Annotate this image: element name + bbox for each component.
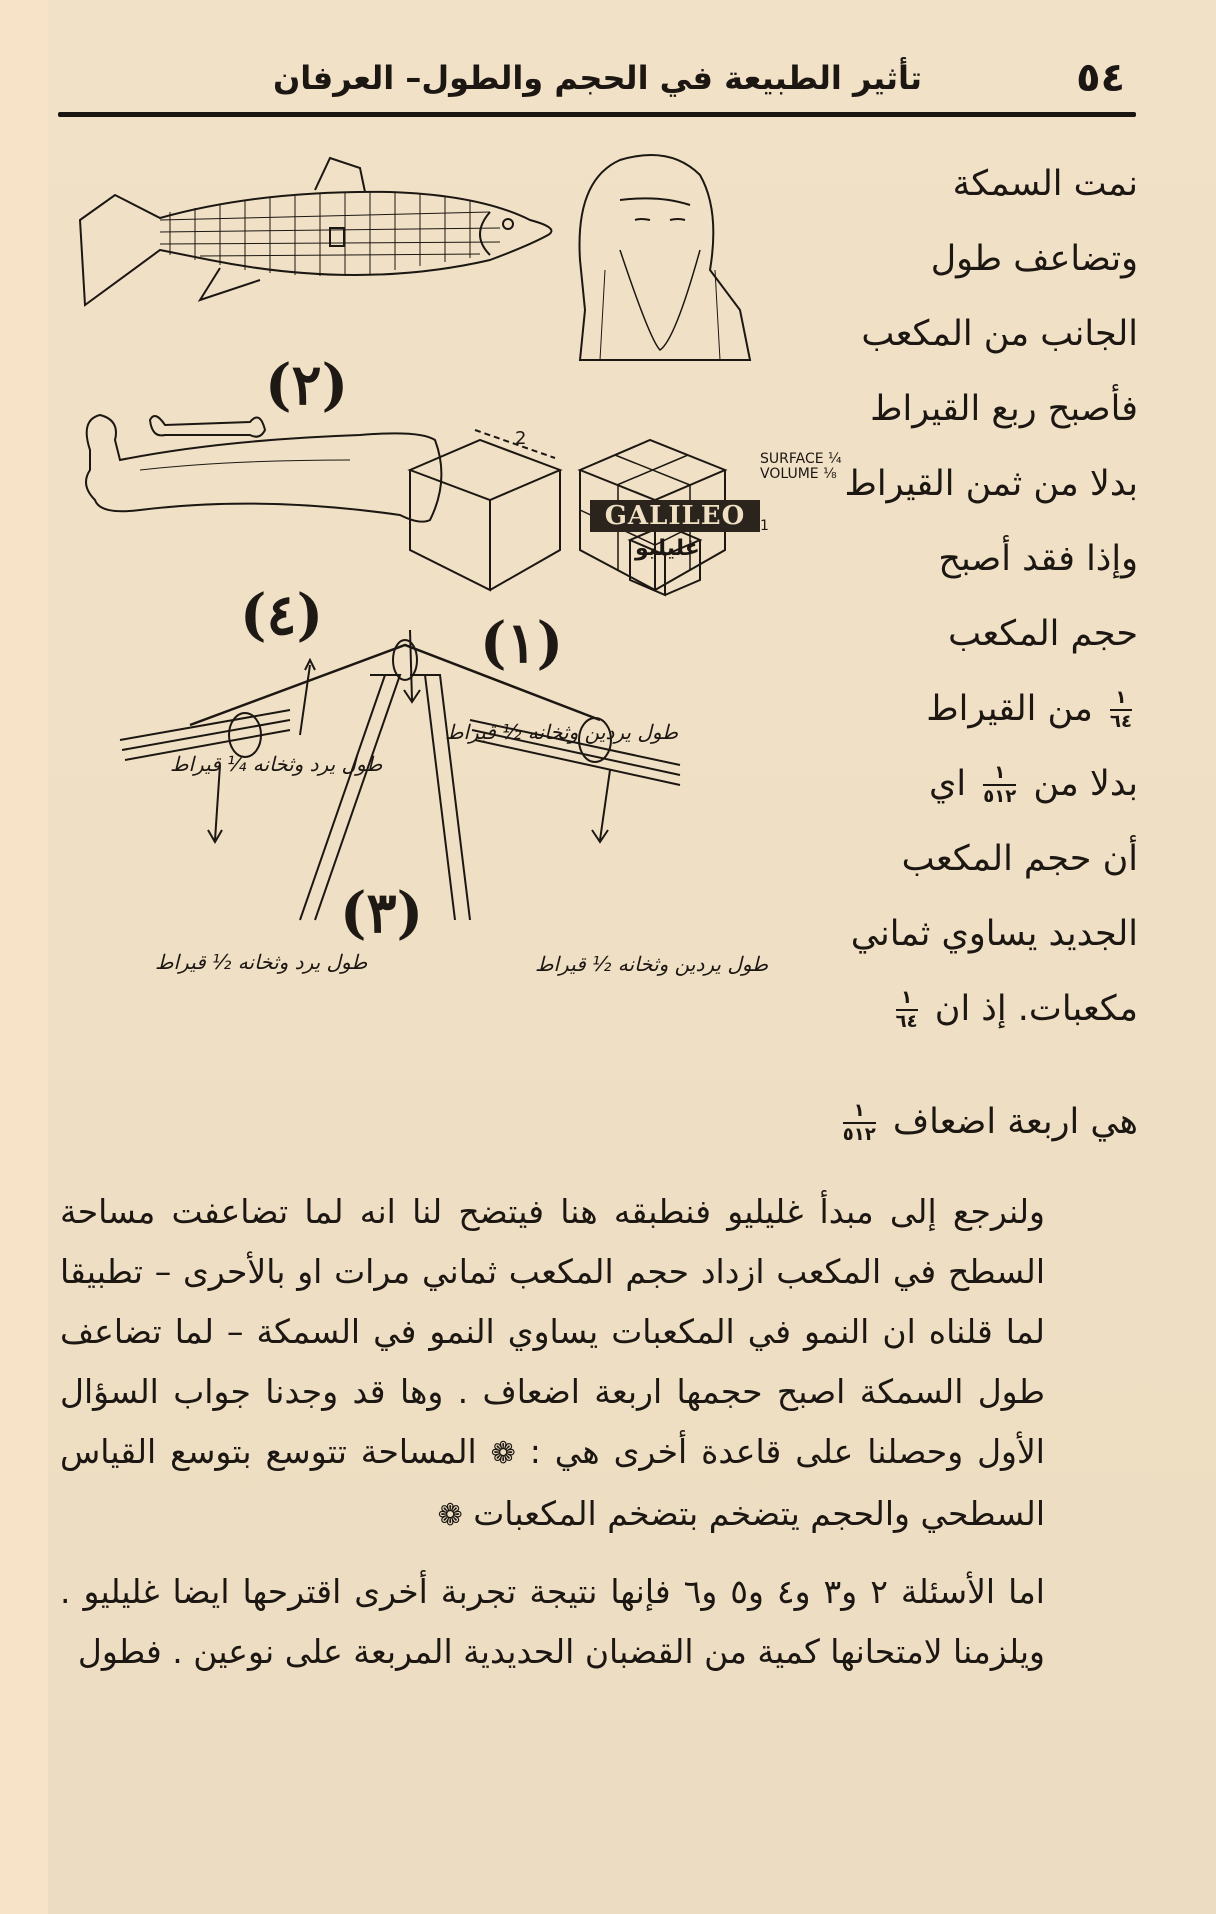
- fraction: $\frac{١}{٥١٢}$: [983, 762, 1017, 807]
- cube-caption-surface: SURFACE ¼: [760, 451, 842, 467]
- side-line: حجم المكعب: [948, 614, 1138, 654]
- figure-label-fish: (٢): [265, 352, 349, 418]
- illustrations: [60, 140, 860, 1040]
- ornament-icon: ❁: [437, 1498, 463, 1533]
- header-rule: [58, 112, 1136, 117]
- cube-dimension-big: 2: [515, 428, 527, 449]
- ornament-icon: ❁: [490, 1436, 516, 1471]
- balance-note-bottom-right: طول يردين وثخانه ½ قيراط: [535, 952, 769, 976]
- fish-grid-icon: [80, 158, 551, 305]
- page-header: [60, 50, 1135, 110]
- body-text: [60, 1182, 1135, 1682]
- cube-dimension-small: 1: [760, 518, 769, 534]
- cube-caption: [760, 452, 842, 482]
- paragraph: ولنرجع إلى مبدأ غليليو فنطبقه هنا فيتضح لنا انه لما تضاعفت مساحة السطح في المكعب ازداد حجم المكعب ثماني مرات او بالأحرى – تطبيقا لما قلناه ان النمو في المكعبات يساوي النمو في السمكة – لما تضاعف طول السمكة اصبح حجمها اربعة اضعاف . وها قد وجدنا جواب السؤال الأول وحصلنا على قاعدة أخرى هي : ❁ المساحة تتوسع بتوسع القياس السطحي والحجم يتضخم بتضخم المكعبات ❁: [60, 1192, 1045, 1533]
- side-line: وتضاعف طول: [930, 239, 1138, 279]
- fraction: $\frac{١}{٦٤}$: [895, 987, 918, 1032]
- fraction: $\frac{١}{٥١٢}$: [842, 1100, 876, 1145]
- side-line: الجديد يساوي ثماني: [850, 914, 1138, 954]
- side-line: الجانب من المكعب: [861, 314, 1138, 354]
- figures-area: [60, 140, 860, 1040]
- side-line: فأصبح ربع القيراط: [870, 389, 1138, 429]
- figure-label-cubes: (١): [480, 610, 564, 676]
- galileo-nameplate: GALILEO: [590, 500, 760, 532]
- galileo-arabic-caption: غليليو: [635, 536, 700, 561]
- cube-caption-volume: VOLUME ⅛: [760, 466, 837, 482]
- side-line-fraction-4: هي اربعة اضعاف $\frac{١}{٥١٢}$: [842, 1100, 1138, 1145]
- balance-note-bottom-left: طول يرد وثخانه ½ قيراط: [155, 950, 368, 974]
- side-line: وإذا فقد أصبح: [938, 539, 1138, 579]
- figure-label-bones: (٤): [240, 582, 324, 648]
- running-title: تأثير الطبيعة في الحجم والطول– العرفان: [272, 59, 923, 97]
- bones-icon: [86, 415, 441, 522]
- side-line: أن حجم المكعب: [901, 839, 1138, 879]
- figure-label-balance: (٣): [340, 880, 424, 946]
- balance-note-top-right: طول يردين وثخانه ½ قيراط: [445, 720, 679, 744]
- side-line-fraction-2: بدلا من $\frac{١}{٥١٢}$ اي: [929, 762, 1138, 807]
- side-column-text: [844, 152, 1138, 1052]
- fraction: $\frac{١}{٦٤}$: [1110, 687, 1132, 732]
- side-line: بدلا من ثمن القيراط: [844, 464, 1138, 504]
- side-line-fraction-1: $\frac{١}{٦٤}$ من القيراط: [926, 687, 1132, 732]
- side-line-fraction-3: مكعبات. إذ ان $\frac{١}{٦٤}$: [895, 987, 1138, 1032]
- rule-quote: المساحة تتوسع بتوسع القياس السطحي والحجم يتضخم بتضخم المكعبات: [60, 1432, 1045, 1533]
- page-number: ٥٤: [1076, 55, 1125, 101]
- galileo-portrait-icon: [580, 155, 751, 360]
- side-line: نمت السمكة: [952, 164, 1138, 204]
- paragraph: اما الأسئلة ٢ و٣ و٤ و٥ و٦ فإنها نتيجة تجربة أخرى اقترحها ايضا غليليو . ويلزمنا لامتحانها كمية من القضبان الحديدية المربعة على نوعين . فطول: [60, 1572, 1045, 1671]
- balance-note-top-left: طول يرد وثخانه ¼ قيراط: [170, 752, 383, 776]
